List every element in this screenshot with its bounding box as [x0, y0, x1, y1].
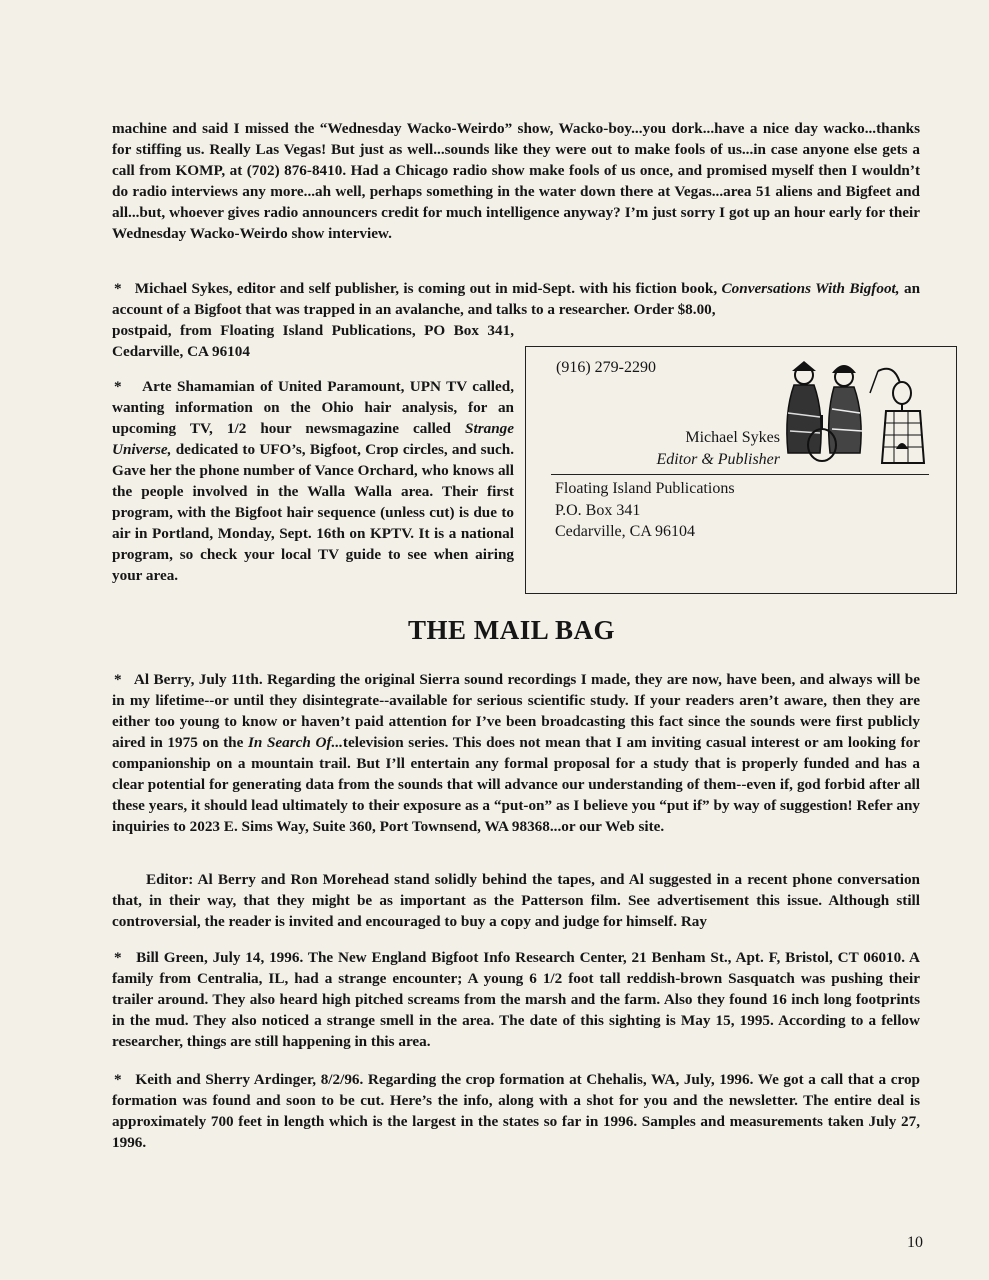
- paragraph-upn-tv: [112, 376, 514, 586]
- section-title: THE MAIL BAG: [408, 615, 616, 645]
- ad-divider: [551, 474, 929, 475]
- ad-address-line: P.O. Box 341: [555, 501, 641, 519]
- paragraph-al-berry: [112, 669, 920, 837]
- ad-editor-name: Michael Sykes: [685, 429, 780, 446]
- ad-address: [555, 478, 735, 543]
- paragraph-bill-green: * Bill Green, July 14, 1996. The New England Bigfoot Info Research Center, 21 Benham St., Apt. F, Bristol, CT 06010. A family from Centralia, IL, had a strange encounter; A young 6 1/2 foot tall reddish-brown Sasquatch was pushing their trailer around. They also heard high pitched screams from the marsh and the farm. Also they found 16 inch long footprints in the mud. They also noticed a strange smell in the area. The date of this sighting is May 15, 1995. According to a fellow researcher, things are still happening in this area.: [112, 949, 920, 1050]
- paragraph-sykes-order: postpaid, from Floating Island Publications, PO Box 341, Cedarville, CA 96104: [112, 322, 514, 360]
- sykes-text-b: an account of a Bigfoot that was trapped in an avalanche, and talks to a researcher. Order $8.00,: [112, 280, 921, 318]
- paragraph-radio-show: machine and said I missed the “Wednesday Wacko-Weirdo” show, Wacko-boy...you dork...have a nice day wacko...thanks for stiffing us. Really Las Vegas! But just as well...sounds like they were out to make fools of us...in case anyone else gets a call from KOMP, at (702) 876-8410. Had a Chicago radio show make fools of us once, and promised myself then I wouldn’t do radio interviews any more...ah well, perhaps something in the water down there at Vegas...area 51 aliens and Bigfeet and all...but, whoever gives radio announcers credit for much intelligence anyway? I’m just sorry I got up an hour early for their Wednesday Wacko-Weirdo show interview.: [112, 120, 920, 242]
- paragraph-editor-note: Editor: Al Berry and Ron Morehead stand solidly behind the tapes, and Al suggested in a recent phone conversation that, in their way, that they might be as important as the Patterson film. See advertisement this issue. Although still controversial, the reader is invited and encouraged to buy a copy and judge for himself. Ray: [112, 871, 920, 930]
- upn-text-a: * Arte Shamamian of United Paramount, UPN TV called, wanting information on the Ohio hair analysis, for an upcoming TV, 1/2 hour newsmagazine called: [112, 378, 514, 437]
- ad-editor-role: Editor & Publisher: [656, 451, 780, 468]
- ad-address-line: Floating Island Publications: [555, 480, 735, 497]
- ad-address-line: Cedarville, CA 96104: [555, 523, 695, 540]
- berry-text-b: television series. This does not mean that I am inviting casual interest or am looking for companionship on a mountain trail. But I’ll entertain any formal proposal for a study that is properly funded and has a clear potential for generating data from the sounds that will advance our understanding of them--even if, god forbid after all these years, it should lead ultimately to their exposure as a “put-on” as I believe you “put if” by way of suggestion! Refer any inquiries to 2023 E. Sims Way, Suite 360, Port Townsend, WA 98368...or our Web site.: [112, 734, 920, 835]
- paragraph-michael-sykes: [112, 278, 920, 320]
- tv-series-title: In Search Of...: [247, 734, 343, 751]
- ad-phone: (916) 279-2290: [556, 359, 656, 376]
- paragraph-ardinger: * Keith and Sherry Ardinger, 8/2/96. Regarding the crop formation at Chehalis, WA, July, 1996. We got a call that a crop formation was found and soon to be cut. Here’s the info, along with a shot for you and the newsletter. The entire deal is approximately 700 feet in length which is the largest in the states so far in 1996. Samples and measurements taken July 27, 1996.: [112, 1071, 920, 1151]
- sykes-text-a: * Michael Sykes, editor and self publisher, is coming out in mid-Sept. with his fiction book,: [114, 280, 718, 297]
- alchemists-illustration: [774, 353, 932, 471]
- show-title: Strange Universe,: [112, 420, 514, 458]
- berry-text-a: * Al Berry, July 11th. Regarding the original Sierra sound recordings I made, they are now, have been, and always will be in my lifetime--or until they disintegrate--available for serious scientific study. If your readers aren’t aware, then they are either too young to know or haven’t paid attention for I’ve been broadcasting this fact since the sounds were first publicly aired in 1975 on the: [112, 671, 920, 751]
- upn-text-b: dedicated to UFO’s, Bigfoot, Crop circles, and such. Gave her the phone number of Vance Orchard, who knows all the people involved in the Walla Walla area. Their first program, with the Bigfoot hair sequence (unless cut) is due to air in Portland, Monday, Sept. 16th on KPTV. It is a national program, so check your local TV guide to see when airing your area.: [112, 441, 514, 584]
- publisher-advertisement: [525, 346, 957, 594]
- page-number: 10: [907, 1234, 923, 1251]
- book-title: Conversations With Bigfoot,: [721, 280, 900, 297]
